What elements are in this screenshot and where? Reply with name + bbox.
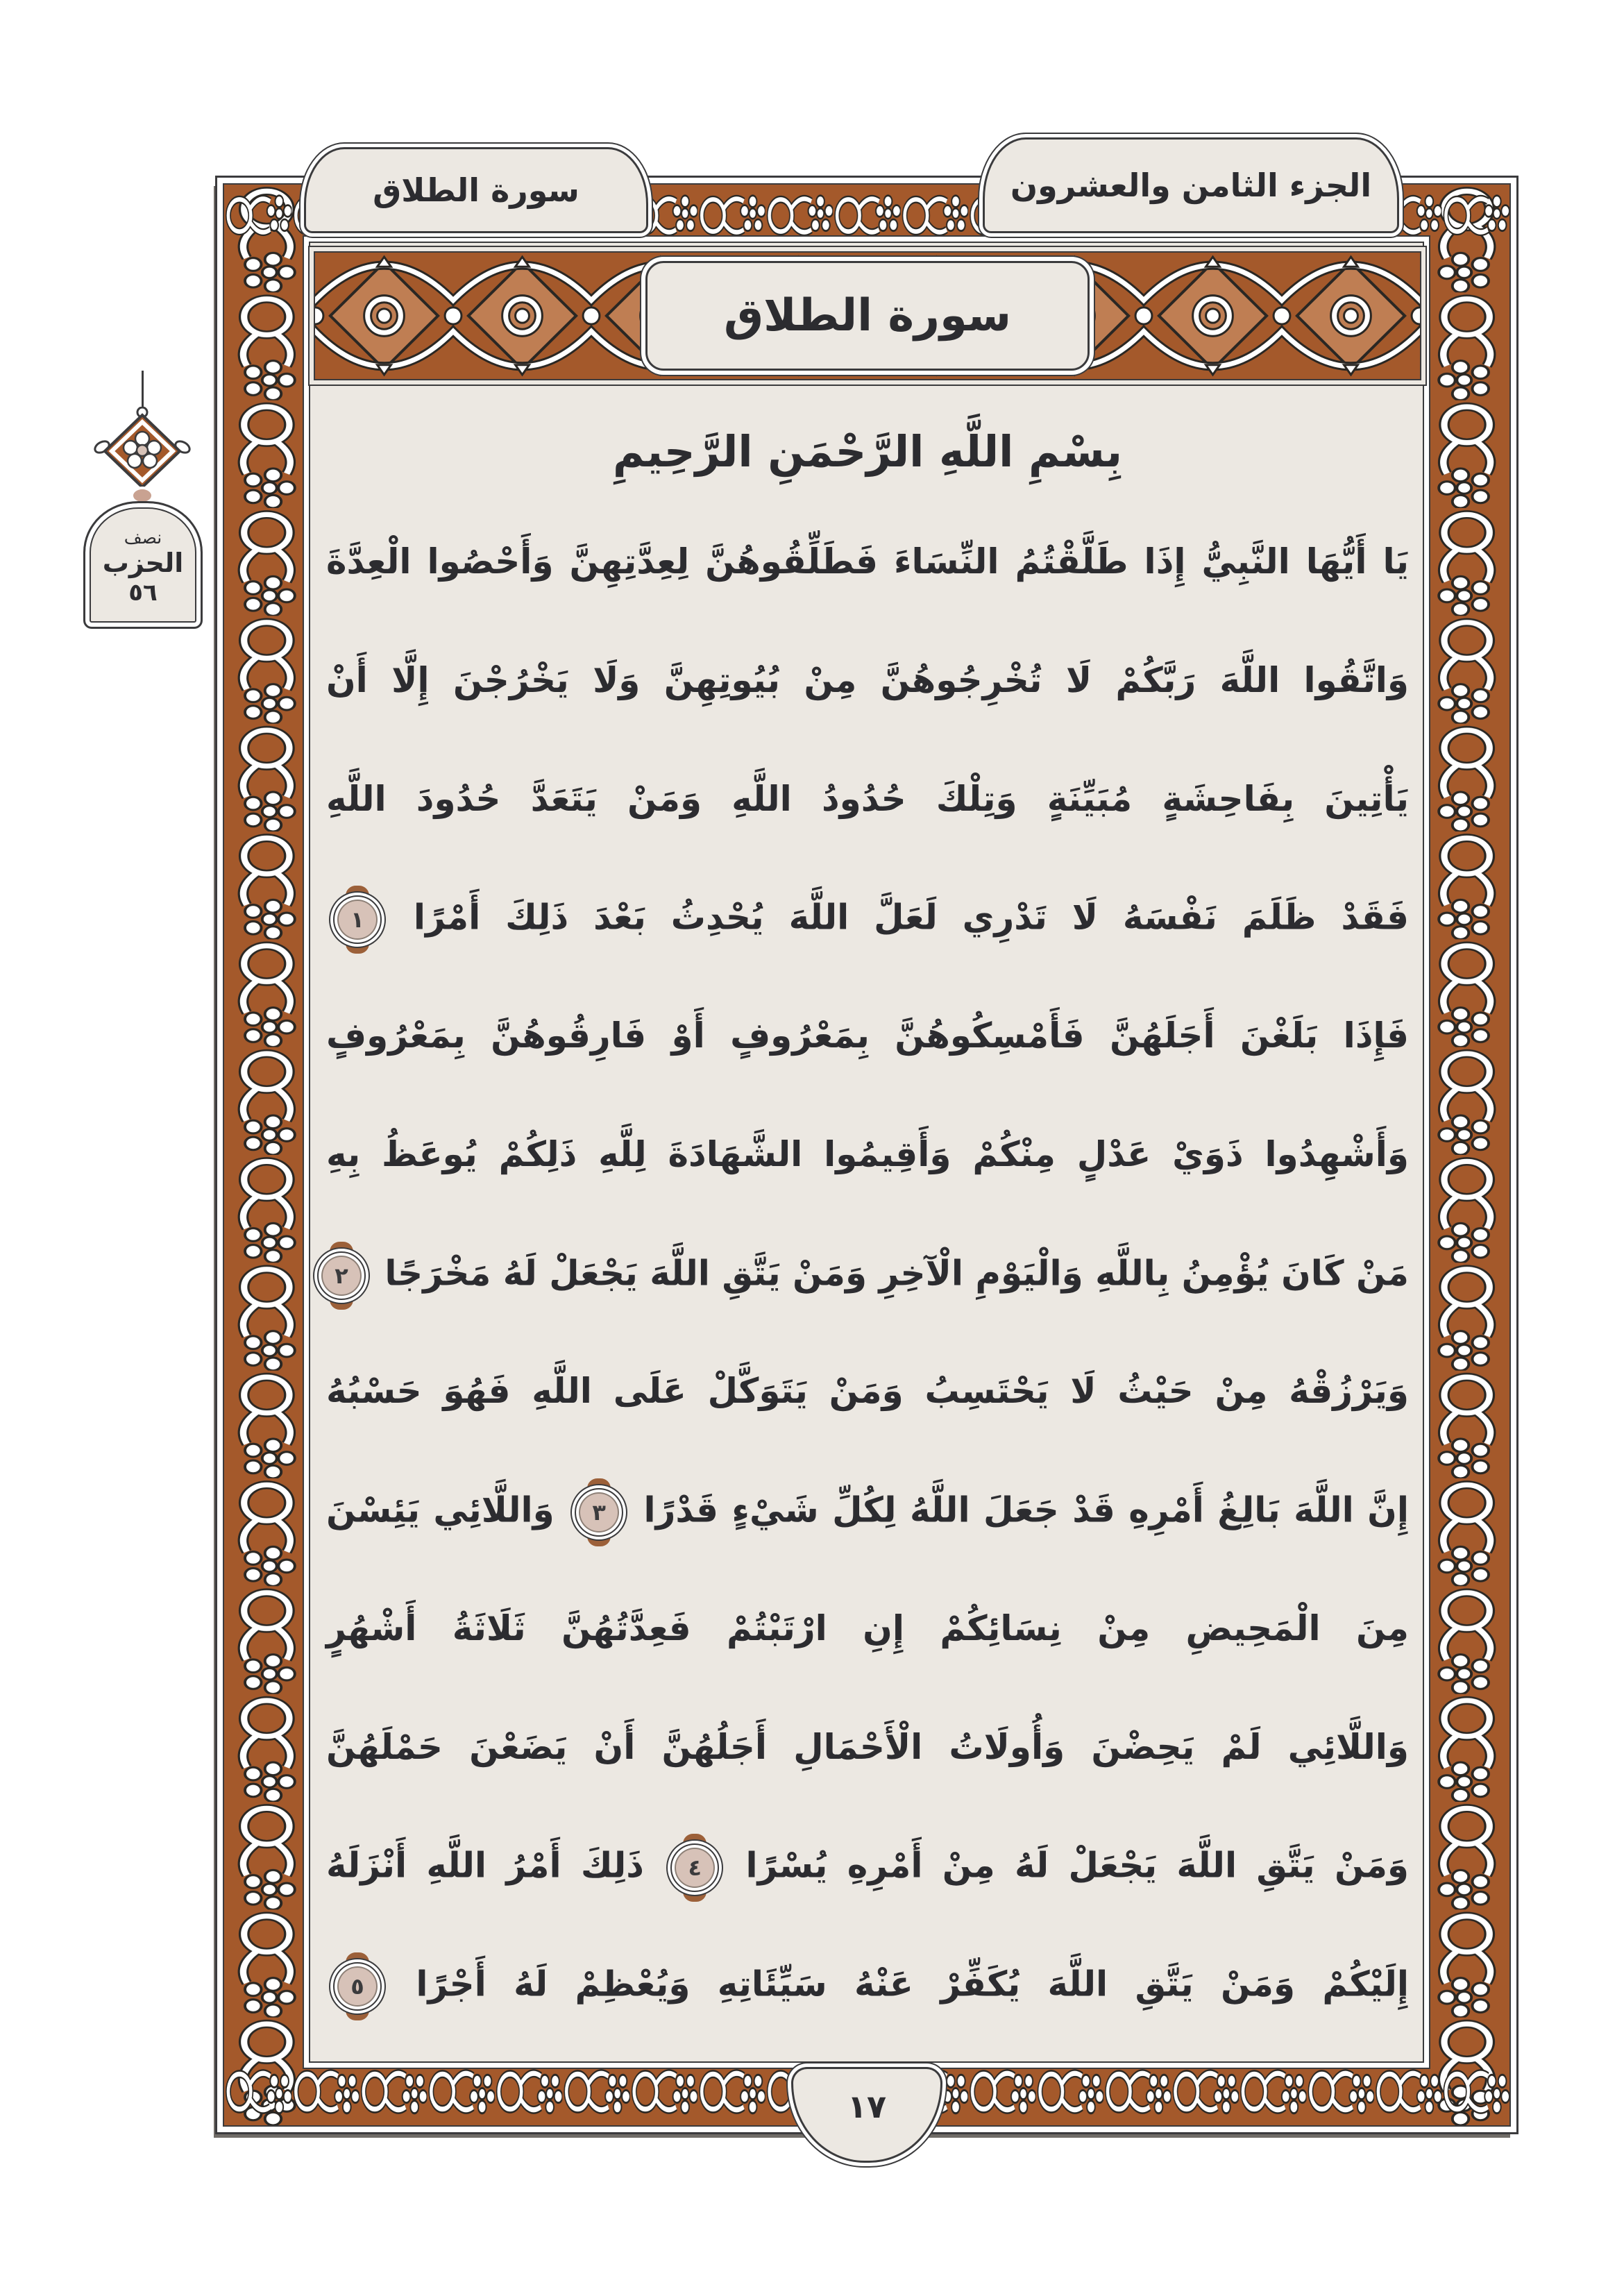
header-juz-label: الجزء الثامن والعشرون xyxy=(1010,167,1372,204)
quran-line xyxy=(326,752,1409,871)
verse-end-marker: ٢ xyxy=(317,1251,366,1300)
bismillah-line xyxy=(326,389,1409,514)
quran-line xyxy=(326,1108,1409,1226)
surah-title-text: سورة الطلاق xyxy=(723,290,1012,341)
verse-text-segment: يَا أَيُّهَا النَّبِيُّ إِذَا طَلَّقْتُمُ النِّسَاءَ فَطَلِّقُوهُنَّ لِعِدَّتِهِنَّ وَأَحْصُوا الْعِدَّةَ xyxy=(326,541,1409,582)
verse-text-segment: مَنْ كَانَ يُؤْمِنُ بِاللَّهِ وَالْيَوْمِ الْآخِرِ وَمَنْ يَتَّقِ اللَّهَ يَجْعَلْ لَهُ مَخْرَجًا xyxy=(384,1253,1409,1294)
bismillah-text: بِسْمِ اللَّهِ الرَّحْمَنِ الرَّحِيمِ xyxy=(612,425,1123,477)
quran-line xyxy=(326,1700,1409,1819)
verse-end-marker: ٤ xyxy=(670,1843,719,1892)
verse-text-segment: وَاللَّائِي يَئِسْنَ xyxy=(326,1489,555,1530)
quran-line xyxy=(326,989,1409,1108)
header-surah-cartouche xyxy=(304,147,648,233)
border-vine-strip-left xyxy=(224,185,310,2125)
surah-title-band xyxy=(314,251,1421,380)
page-number-text: ١٧ xyxy=(847,2088,887,2125)
verse-text-segment: ذَلِكَ أَمْرُ اللَّهِ أَنْزَلَهُ xyxy=(326,1845,644,1886)
quran-line xyxy=(326,1463,1409,1582)
header-surah-label: سورة الطلاق xyxy=(373,171,579,209)
verse-text-segment: وَاللَّائِي لَمْ يَحِضْنَ وَأُولَاتُ الْأَحْمَالِ أَجَلُهُنَّ أَنْ يَضَعْنَ حَمْلَهُنَّ xyxy=(326,1726,1409,1767)
quran-line xyxy=(326,1937,1409,2056)
verse-text-segment: مِنَ الْمَحِيضِ مِنْ نِسَائِكُمْ إِنِ ارْتَبْتُمْ فَعِدَّتُهُنَّ ثَلَاثَةُ أَشْهُرٍ xyxy=(326,1607,1409,1648)
verse-end-marker: ٥ xyxy=(333,1962,382,2011)
hizb-word-hizb: الحزب xyxy=(102,547,184,578)
quran-line xyxy=(326,515,1409,634)
verse-text-segment: وَيَرْزُقْهُ مِنْ حَيْثُ لَا يَحْتَسِبُ وَمَنْ يَتَوَكَّلْ عَلَى اللَّهِ فَهُوَ حَسْبُهُ xyxy=(326,1371,1409,1412)
verse-text-segment: وَأَشْهِدُوا ذَوَيْ عَدْلٍ مِنْكُمْ وَأَقِيمُوا الشَّهَادَةَ لِلَّهِ ذَلِكُمْ يُوعَظُ بِهِ xyxy=(326,1133,1409,1174)
hizb-marker-stem xyxy=(142,371,144,411)
surah-title-cartouche xyxy=(645,261,1090,371)
verse-text-segment: وَمَنْ يَتَّقِ اللَّهَ يَجْعَلْ لَهُ مِنْ أَمْرِهِ يُسْرًا xyxy=(745,1845,1409,1886)
verse-text-segment: وَاتَّقُوا اللَّهَ رَبَّكُمْ لَا تُخْرِجُوهُنَّ مِنْ بُيُوتِهِنَّ وَلَا يَخْرُجْنَ إِلَّا أَنْ xyxy=(326,659,1409,700)
hizb-number: ٥٦ xyxy=(128,579,158,607)
quran-line xyxy=(326,1226,1409,1345)
hizb-marker-shield xyxy=(83,501,203,629)
quran-line xyxy=(326,870,1409,989)
verse-text-segment: يَأْتِينَ بِفَاحِشَةٍ مُبَيِّنَةٍ وَتِلْكَ حُدُودُ اللَّهِ وَمَنْ يَتَعَدَّ حُدُودَ اللَّهِ xyxy=(326,778,1409,819)
quran-line xyxy=(326,1344,1409,1463)
verse-text-segment: فَقَدْ ظَلَمَ نَفْسَهُ لَا تَدْرِي لَعَلَّ اللَّهَ يُحْدِثُ بَعْدَ ذَلِكَ أَمْرًا xyxy=(413,897,1409,938)
verse-text-segment: إِلَيْكُمْ وَمَنْ يَتَّقِ اللَّهَ يُكَفِّرْ عَنْهُ سَيِّئَاتِهِ وَيُعْظِمْ لَهُ أَجْرًا xyxy=(416,1964,1409,2004)
verse-end-marker: ١ xyxy=(333,895,382,944)
verse-text-segment: إِنَّ اللَّهَ بَالِغُ أَمْرِهِ قَدْ جَعَلَ اللَّهُ لِكُلِّ شَيْءٍ قَدْرًا xyxy=(643,1489,1409,1530)
hizb-diamond-ornament xyxy=(92,407,192,504)
border-vine-strip-right xyxy=(1423,185,1509,2125)
quran-line xyxy=(326,1582,1409,1700)
quran-lines xyxy=(326,515,1409,2056)
quran-line xyxy=(326,1818,1409,1937)
verse-end-marker: ٣ xyxy=(575,1488,623,1537)
hizb-word-nisf: نصف xyxy=(124,527,162,548)
verse-text-segment: فَإِذَا بَلَغْنَ أَجَلَهُنَّ فَأَمْسِكُوهُنَّ بِمَعْرُوفٍ أَوْ فَارِقُوهُنَّ بِمَعْرُوفٍ xyxy=(326,1015,1409,1056)
page-number-cartouche xyxy=(791,2067,942,2163)
quran-line xyxy=(326,634,1409,752)
header-juz-cartouche xyxy=(983,137,1399,233)
